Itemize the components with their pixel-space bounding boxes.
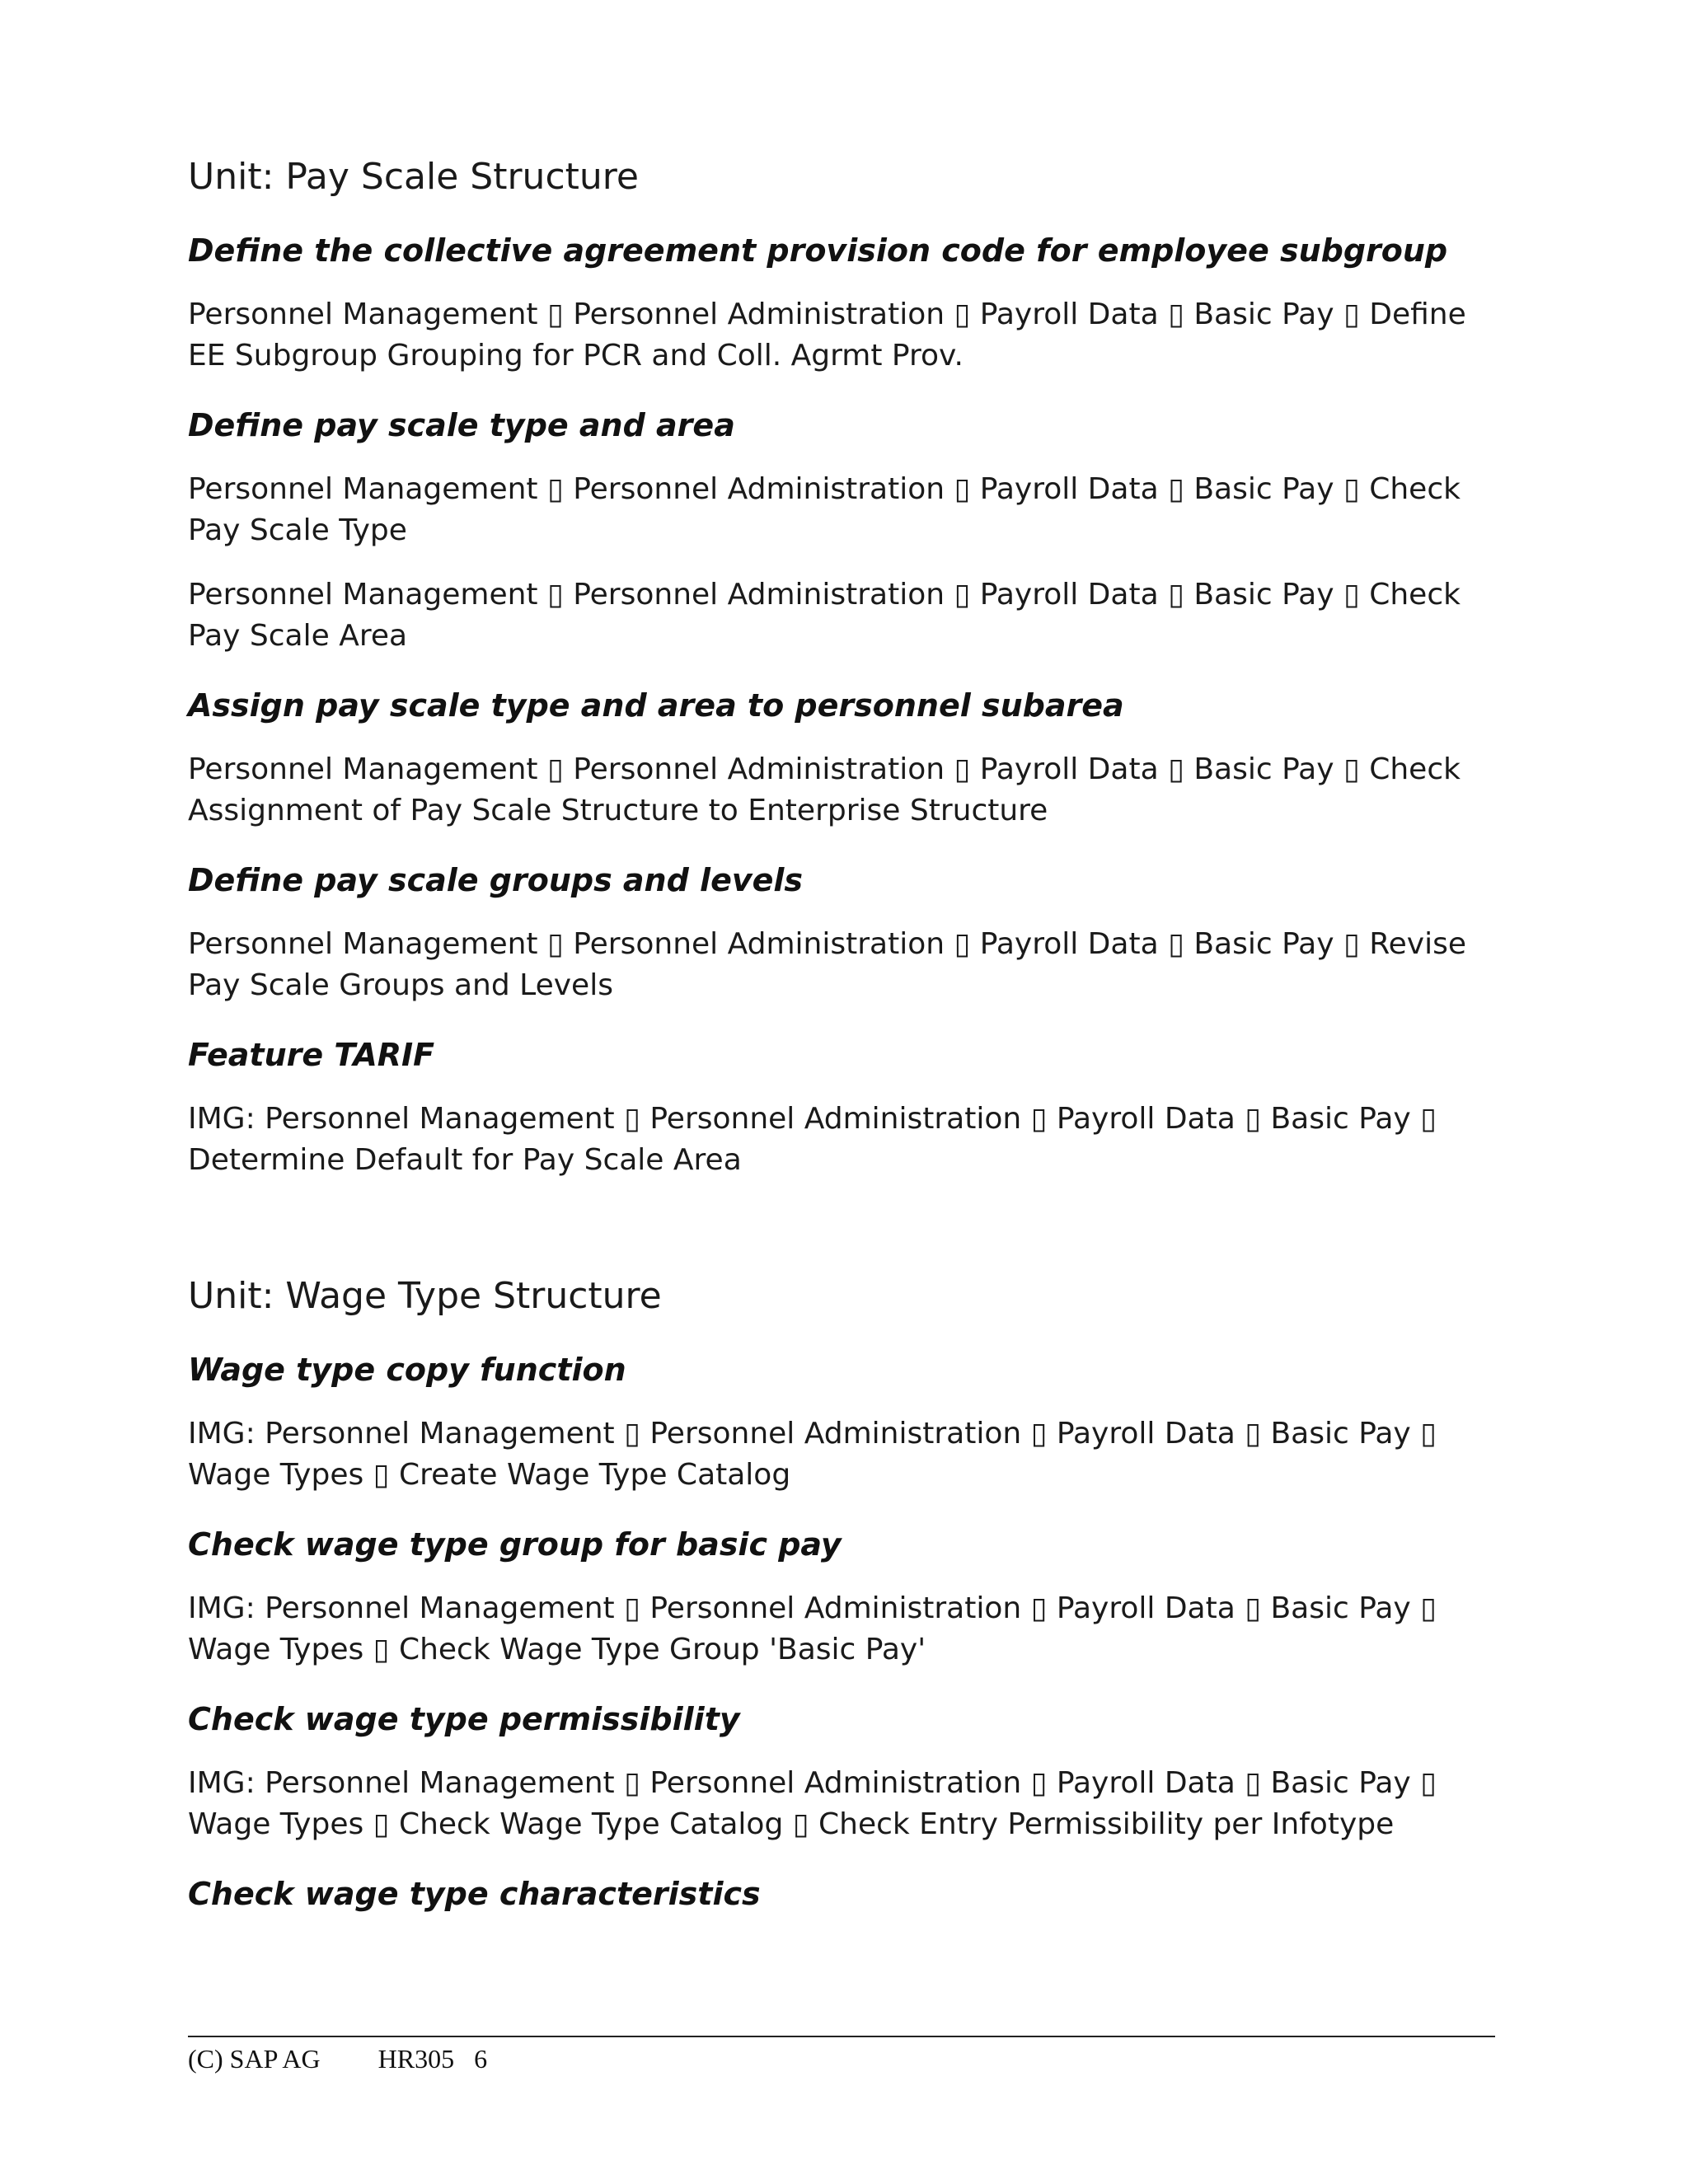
- footer-copyright: (C) SAP AG: [188, 2044, 321, 2074]
- section-heading: Wage type copy function: [188, 1352, 626, 1388]
- section-heading: Feature TARIF: [188, 1037, 435, 1073]
- section-heading: Check wage type group for basic pay: [188, 1526, 842, 1563]
- section-heading: Check wage type characteristics: [188, 1876, 761, 1912]
- menu-path: IMG: Personnel Management ▯ Personnel Administration ▯ Payroll Data ▯ Basic Pay ▯ Determine Default for Pay Scale Area: [188, 1102, 1437, 1177]
- unit-wage-type-structure: [188, 1272, 1498, 1915]
- menu-path: IMG: Personnel Management ▯ Personnel Administration ▯ Payroll Data ▯ Basic Pay ▯ Wage Types ▯ Create Wage Type Catalog: [188, 1417, 1437, 1492]
- section-heading: Assign pay scale type and area to personnel subarea: [188, 687, 1124, 724]
- menu-path: Personnel Management ▯ Personnel Administration ▯ Payroll Data ▯ Basic Pay ▯ Check Pay Scale Type: [188, 472, 1461, 547]
- menu-path: Personnel Management ▯ Personnel Administration ▯ Payroll Data ▯ Basic Pay ▯ Check Assignment of Pay Scale Structure to Enterprise Structure: [188, 752, 1461, 827]
- menu-path: Personnel Management ▯ Personnel Administration ▯ Payroll Data ▯ Basic Pay ▯ Revise Pay Scale Groups and Levels: [188, 927, 1466, 1002]
- section-heading: Define pay scale type and area: [188, 407, 735, 443]
- menu-path: Personnel Management ▯ Personnel Administration ▯ Payroll Data ▯ Basic Pay ▯ Check Pay Scale Area: [188, 578, 1461, 653]
- menu-path: IMG: Personnel Management ▯ Personnel Administration ▯ Payroll Data ▯ Basic Pay ▯ Wage Types ▯ Check Wage Type Group 'Basic Pay': [188, 1591, 1437, 1666]
- document-page: [188, 152, 1498, 1915]
- unit-title: Unit: Wage Type Structure: [188, 1275, 662, 1317]
- menu-path: IMG: Personnel Management ▯ Personnel Administration ▯ Payroll Data ▯ Basic Pay ▯ Wage Types ▯ Check Wage Type Catalog ▯ Check Entry Permissibility per Infotype: [188, 1766, 1437, 1841]
- unit-title: Unit: Pay Scale Structure: [188, 156, 639, 198]
- footer-course-code: HR305: [377, 2044, 455, 2074]
- section-heading: Define pay scale groups and levels: [188, 862, 804, 898]
- footer-page-number: 6: [474, 2044, 488, 2074]
- section-heading: Check wage type permissibility: [188, 1701, 740, 1737]
- page-footer: [188, 2036, 1495, 2075]
- section-heading: Define the collective agreement provision code for employee subgroup: [188, 232, 1448, 269]
- unit-pay-scale-structure: [188, 152, 1498, 1181]
- menu-path: Personnel Management ▯ Personnel Administration ▯ Payroll Data ▯ Basic Pay ▯ Define EE Subgroup Grouping for PCR and Coll. Agrmt Prov.: [188, 298, 1466, 373]
